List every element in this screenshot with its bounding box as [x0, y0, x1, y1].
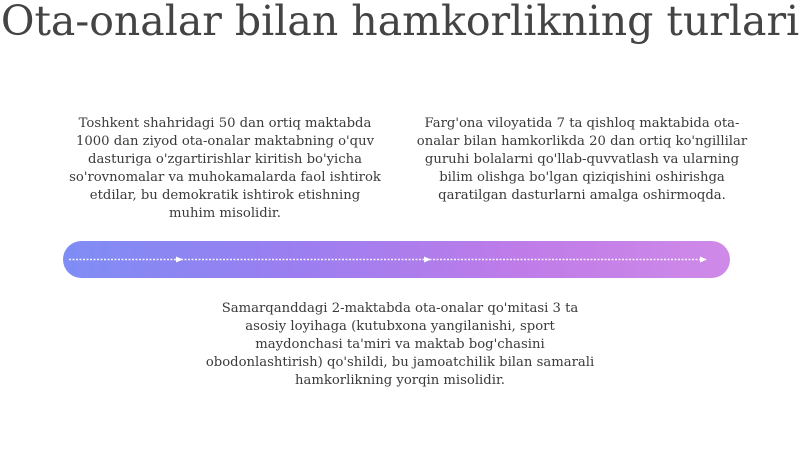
- text-block-samarkand: Samarqanddagi 2-maktabda ota-onalar qo'mitasi 3 ta asosiy loyihaga (kutubxona yangilanishi, sport maydonchasi ta'miri va maktab bog'chasini obodonlashtirish) qo'shildi, bu jamoatchilik bilan samarali hamkorlikning yorqin misolidir.: [205, 301, 595, 388]
- timeline-arrows: [63, 241, 730, 278]
- arrow-icon: [700, 257, 707, 263]
- text-block-fergana: Farg'ona viloyatida 7 ta qishloq maktabida ota-onalar bilan hamkorlikda 20 dan ortiq ko'ngillilar guruhi bolalarni qo'llab-quvvatlash va ularning bilim olishga bo'lgan qiziqishini oshirishga qaratilgan dasturlarni amalga oshirmoqda.: [416, 116, 748, 203]
- slide-title: Ota-onalar bilan hamkorlikning turlari: [0, 0, 800, 45]
- text-block-tashkent: Toshkent shahridagi 50 dan ortiq maktabda 1000 dan ziyod ota-onalar maktabning o'quv dasturiga o'zgartirishlar kiritish bo'yicha so'rovnomalar va muhokamalarda faol ishtirok etdilar, bu demokratik ishtirok etishning muhim misolidir.: [69, 116, 381, 221]
- arrow-icon: [424, 257, 431, 263]
- timeline-bar: [63, 241, 730, 278]
- arrow-icon: [176, 257, 183, 263]
